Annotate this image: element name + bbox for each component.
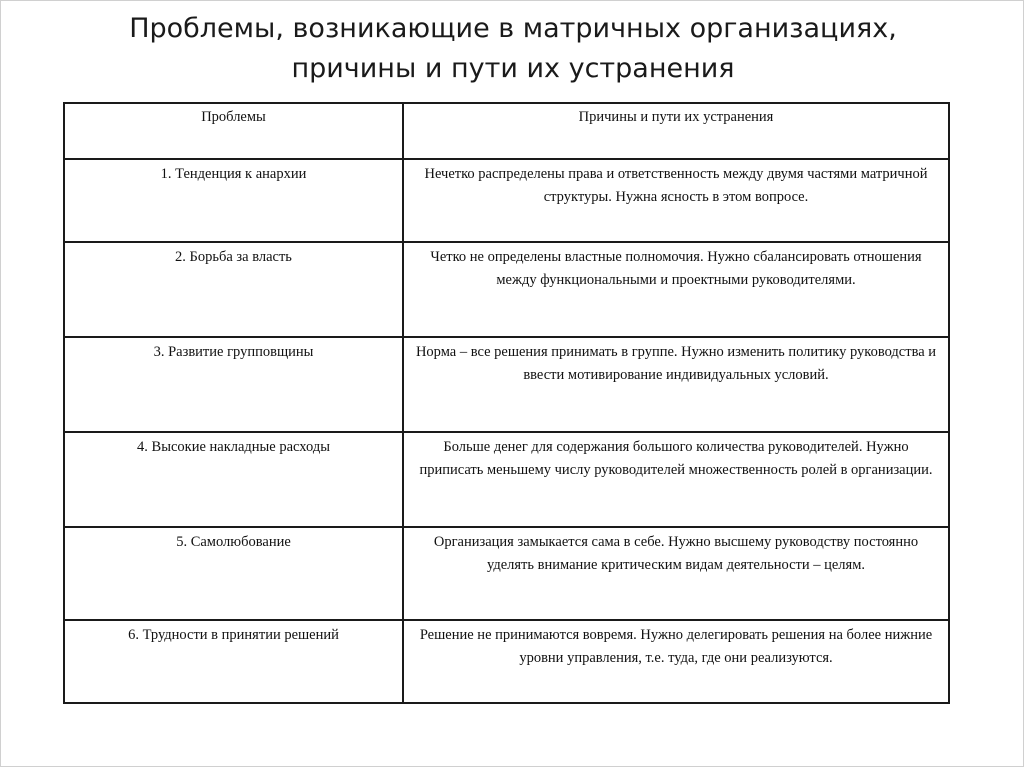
table-row xyxy=(64,159,949,242)
table-row xyxy=(64,527,949,620)
solution-cell: Организация замыкается сама в себе. Нужно высшему руководству постоянно уделять внимание критическим видам деятельности – целям. xyxy=(403,527,949,620)
header-causes-solutions: Причины и пути их устранения xyxy=(403,103,949,159)
table-header-row xyxy=(64,103,949,159)
header-problems: Проблемы xyxy=(64,103,403,159)
problem-cell: 6. Трудности в принятии решений xyxy=(64,620,403,703)
problem-cell: 5. Самолюбование xyxy=(64,527,403,620)
solution-cell: Нечетко распределены права и ответственность между двумя частями матричной структуры. Нужна ясность в этом вопросе. xyxy=(403,159,949,242)
problem-cell: 1. Тенденция к анархии xyxy=(64,159,403,242)
title-line-2: причины и пути их устранения xyxy=(291,53,735,84)
solution-cell: Норма – все решения принимать в группе. Нужно изменить политику руководства и ввести мотивирование индивидуальных условий. xyxy=(403,337,949,432)
problems-table xyxy=(63,102,950,704)
table-row xyxy=(64,337,949,432)
solution-cell: Четко не определены властные полномочия. Нужно сбалансировать отношения между функциональными и проектными руководителями. xyxy=(403,242,949,337)
problem-cell: 2. Борьба за власть xyxy=(64,242,403,337)
title-line-1: Проблемы, возникающие в матричных организациях, xyxy=(129,13,897,44)
solution-cell: Больше денег для содержания большого количества руководителей. Нужно приписать меньшему числу руководителей множественность ролей в организации. xyxy=(403,432,949,527)
table-row xyxy=(64,620,949,703)
problem-cell: 3. Развитие групповщины xyxy=(64,337,403,432)
table-row xyxy=(64,432,949,527)
problem-cell: 4. Высокие накладные расходы xyxy=(64,432,403,527)
page-title xyxy=(1,9,1024,89)
table-row xyxy=(64,242,949,337)
solution-cell: Решение не принимаются вовремя. Нужно делегировать решения на более нижние уровни управления, т.е. туда, где они реализуются. xyxy=(403,620,949,703)
